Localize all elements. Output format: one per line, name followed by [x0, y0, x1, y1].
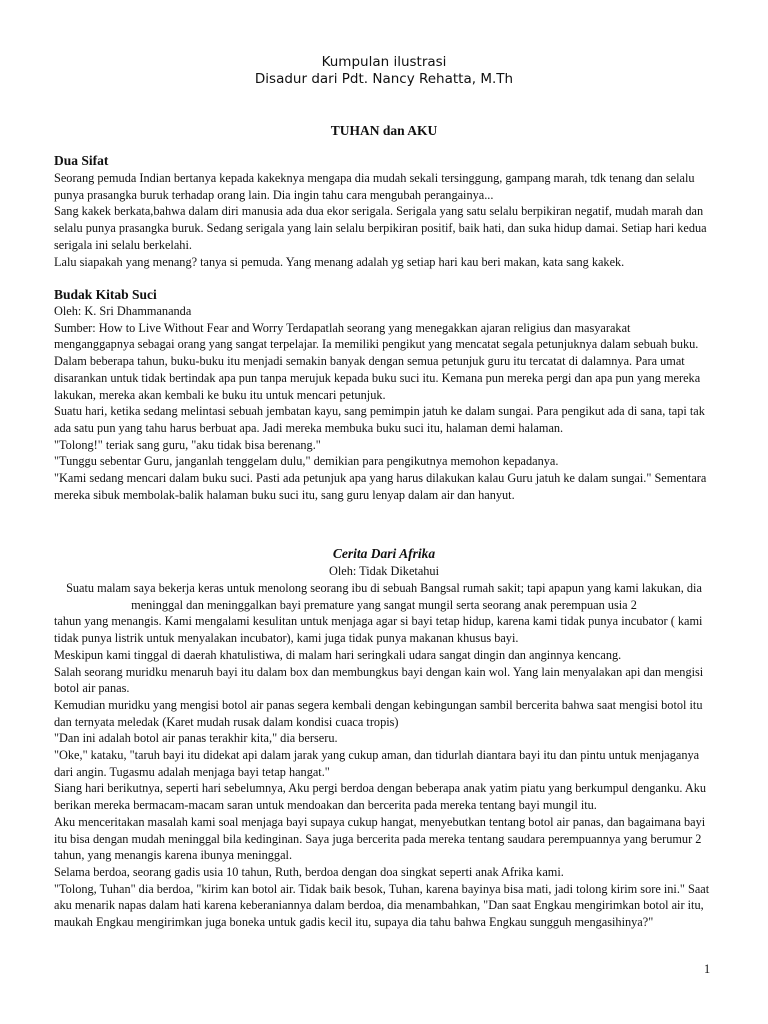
paragraph: "Dan ini adalah botol air panas terakhir kita," dia berseru. — [54, 731, 338, 746]
section-title-budak-kitab-suci: Budak Kitab Suci — [54, 287, 157, 302]
section-body-dua-sifat — [54, 170, 714, 270]
byline-afrika: Oleh: Tidak Diketahui — [329, 564, 439, 578]
paragraph: "Kami sedang mencari dalam buku suci. Pasti ada petunjuk apa yang harus dilakukan kalau Guru jatuh ke dalam sungai." Sementara mereka sibuk membolak-balik halaman buku suci itu, sang guru lenyap dalam air dan hanyut. — [54, 471, 707, 502]
paragraph: "Tolong!" teriak sang guru, "aku tidak bisa berenang." — [54, 437, 321, 452]
paragraph: Seorang pemuda Indian bertanya kepada kakeknya mengapa dia mudah sekali tersinggung, gampang marah, tdk tenang dan selalu punya prasangka buruk terhadap orang lain. Dia ingin tahu cara mengubah perangainya... — [54, 171, 695, 202]
paragraph: tahun yang menangis. Kami mengalami kesulitan untuk menjaga agar si bayi tetap hidup, karena kami tidak punya incubator ( kami tidak punya listrik untuk menyalakan incubator), kami juga tidak punya makanan khusus bayi. — [54, 614, 703, 646]
section-body-budak-kitab-suci — [54, 303, 714, 503]
paragraph: Selama berdoa, seorang gadis usia 10 tahun, Ruth, berdoa dengan doa singkat seperti anak Afrika kami. — [54, 864, 564, 879]
paragraph: Siang hari berikutnya, seperti hari sebelumnya, Aku pergi berdoa dengan beberapa anak yatim piatu yang berkumpul denganku. Aku berikan mereka bermacam-macam saran untuk mendoakan dan bercerita pada mereka tentang bayi mungil itu. — [54, 781, 706, 813]
intro-paragraph: Suatu malam saya bekerja keras untuk menolong seorang ibu di sebuah Bangsal rumah sakit; tapi apapun yang kami lakukan, dia meninggal dan meninggalkan bayi premature yang sangat mungil serta seorang anak perempuan usia 2 — [66, 581, 702, 612]
paragraph: Suatu hari, ketika sedang melintasi sebuah jembatan kayu, sang pemimpin jatuh ke dalam sungai. Para pengikut ada di sana, tapi tak ada satu pun yang tahu harus berbuat apa. Jadi mereka membuka buku suci itu, halaman demi halaman. — [54, 404, 705, 435]
section-title-text: Cerita Dari Afrika — [332, 546, 436, 561]
section-body-afrika — [54, 580, 714, 931]
paragraph: "Oke," kataku, "taruh bayi itu didekat api dalam jarak yang cukup aman, dan tidurlah diantara bayi itu dan pintu untuk menjaganya dari angin. Tugasmu adalah menjaga bayi tetap hangat." — [54, 748, 700, 779]
paragraph: "Tunggu sebentar Guru, janganlah tenggelam dulu," demikian para pengikutnya memohon kepadanya. — [54, 454, 559, 469]
section-title-dua-sifat: Dua Sifat — [54, 153, 109, 168]
paragraph: Sang kakek berkata,bahwa dalam diri manusia ada dua ekor serigala. Serigala yang satu selalu berpikiran negatif, mudah marah dan selalu punya prasangka buruk. Sedang serigala yang lain selalu berpikiran positif, baik hati, dan suka hidup damai. Setiap hari kedua serigala ini selalu berkelahi. — [54, 204, 707, 252]
page-number: 1 — [704, 962, 711, 976]
paragraph: Salah seorang muridku menaruh bayi itu dalam box dan membungkus bayi dengan kain wol. Yang lain menyalakan api dan mengisi botol air panas. — [54, 664, 704, 696]
header-line-1: Kumpulan ilustrasi — [321, 54, 447, 70]
paragraph: Meskipun kami tinggal di daerah khatulistiwa, di malam hari seringkali udara sangat dingin dan anginnya kencang. — [54, 647, 622, 662]
paragraph: "Tolong, Tuhan" dia berdoa, "kirim kan botol air. Tidak baik besok, Tuhan, karena bayinya bisa mati, jadi tolong kirim sore ini." Saat aku menarik napas dalam hati karena keberaniannya dalam berdoa, dia menambahkan, "Dan saat Engkau mengirimkan botol air itu, maukah Engkau mengirimkan juga boneka untuk gadis kecil itu, supaya dia tahu bahwa Engkau sungguh mengasihinya?" — [54, 881, 710, 930]
paragraph: Lalu siapakah yang menang? tanya si pemuda. Yang menang adalah yg setiap hari kau beri makan, kata sang kakek. — [54, 254, 625, 269]
byline: Oleh: K. Sri Dhammananda — [54, 304, 192, 318]
paragraph: Aku menceritakan masalah kami soal menjaga bayi supaya cukup hangat, menyebutkan tentang botol air panas, dan bagaimana bayi itu bisa dengan mudah meninggal bila kedinginan. Saya juga bercerita pada mereka tentang saudara perempuannya yang berumur 2 tahun, yang menangis karena ibunya meninggal. — [54, 814, 706, 863]
section-title-cerita-dari-afrika — [0, 546, 768, 563]
paragraph: Sumber: How to Live Without Fear and Worry Terdapatlah seorang yang menegakkan ajaran religius dan masyarakat menganggapnya sebagai orang yang sangat terpelajar. Ia memiliki pengikut yang mencatat segala petunjuknya dalam sebuah buku. Dalam beberapa tahun, buku-buku itu menjadi semakin banyak dengan semua petunjuk guru itu tercatat di dalamnya. Para umat disarankan untuk tidak bertindak apa pun tanpa merujuk kepada buku suci itu. Kemana pun mereka pergi dan apa pun yang mereka lakukan, mereka akan kembali ke buku itu untuk mencari petunjuk. — [54, 320, 701, 402]
paragraph: Kemudian muridku yang mengisi botol air panas segera kembali dengan kebingungan sambil bercerita bahwa saat mengisi botol itu dan ternyata meledak (Karet mudah rusak dalam kondisi cuaca tropis) — [54, 697, 703, 729]
header-line-2: Disadur dari Pdt. Nancy Rehatta, M.Th — [254, 71, 514, 87]
main-title: TUHAN dan AKU — [330, 123, 438, 138]
